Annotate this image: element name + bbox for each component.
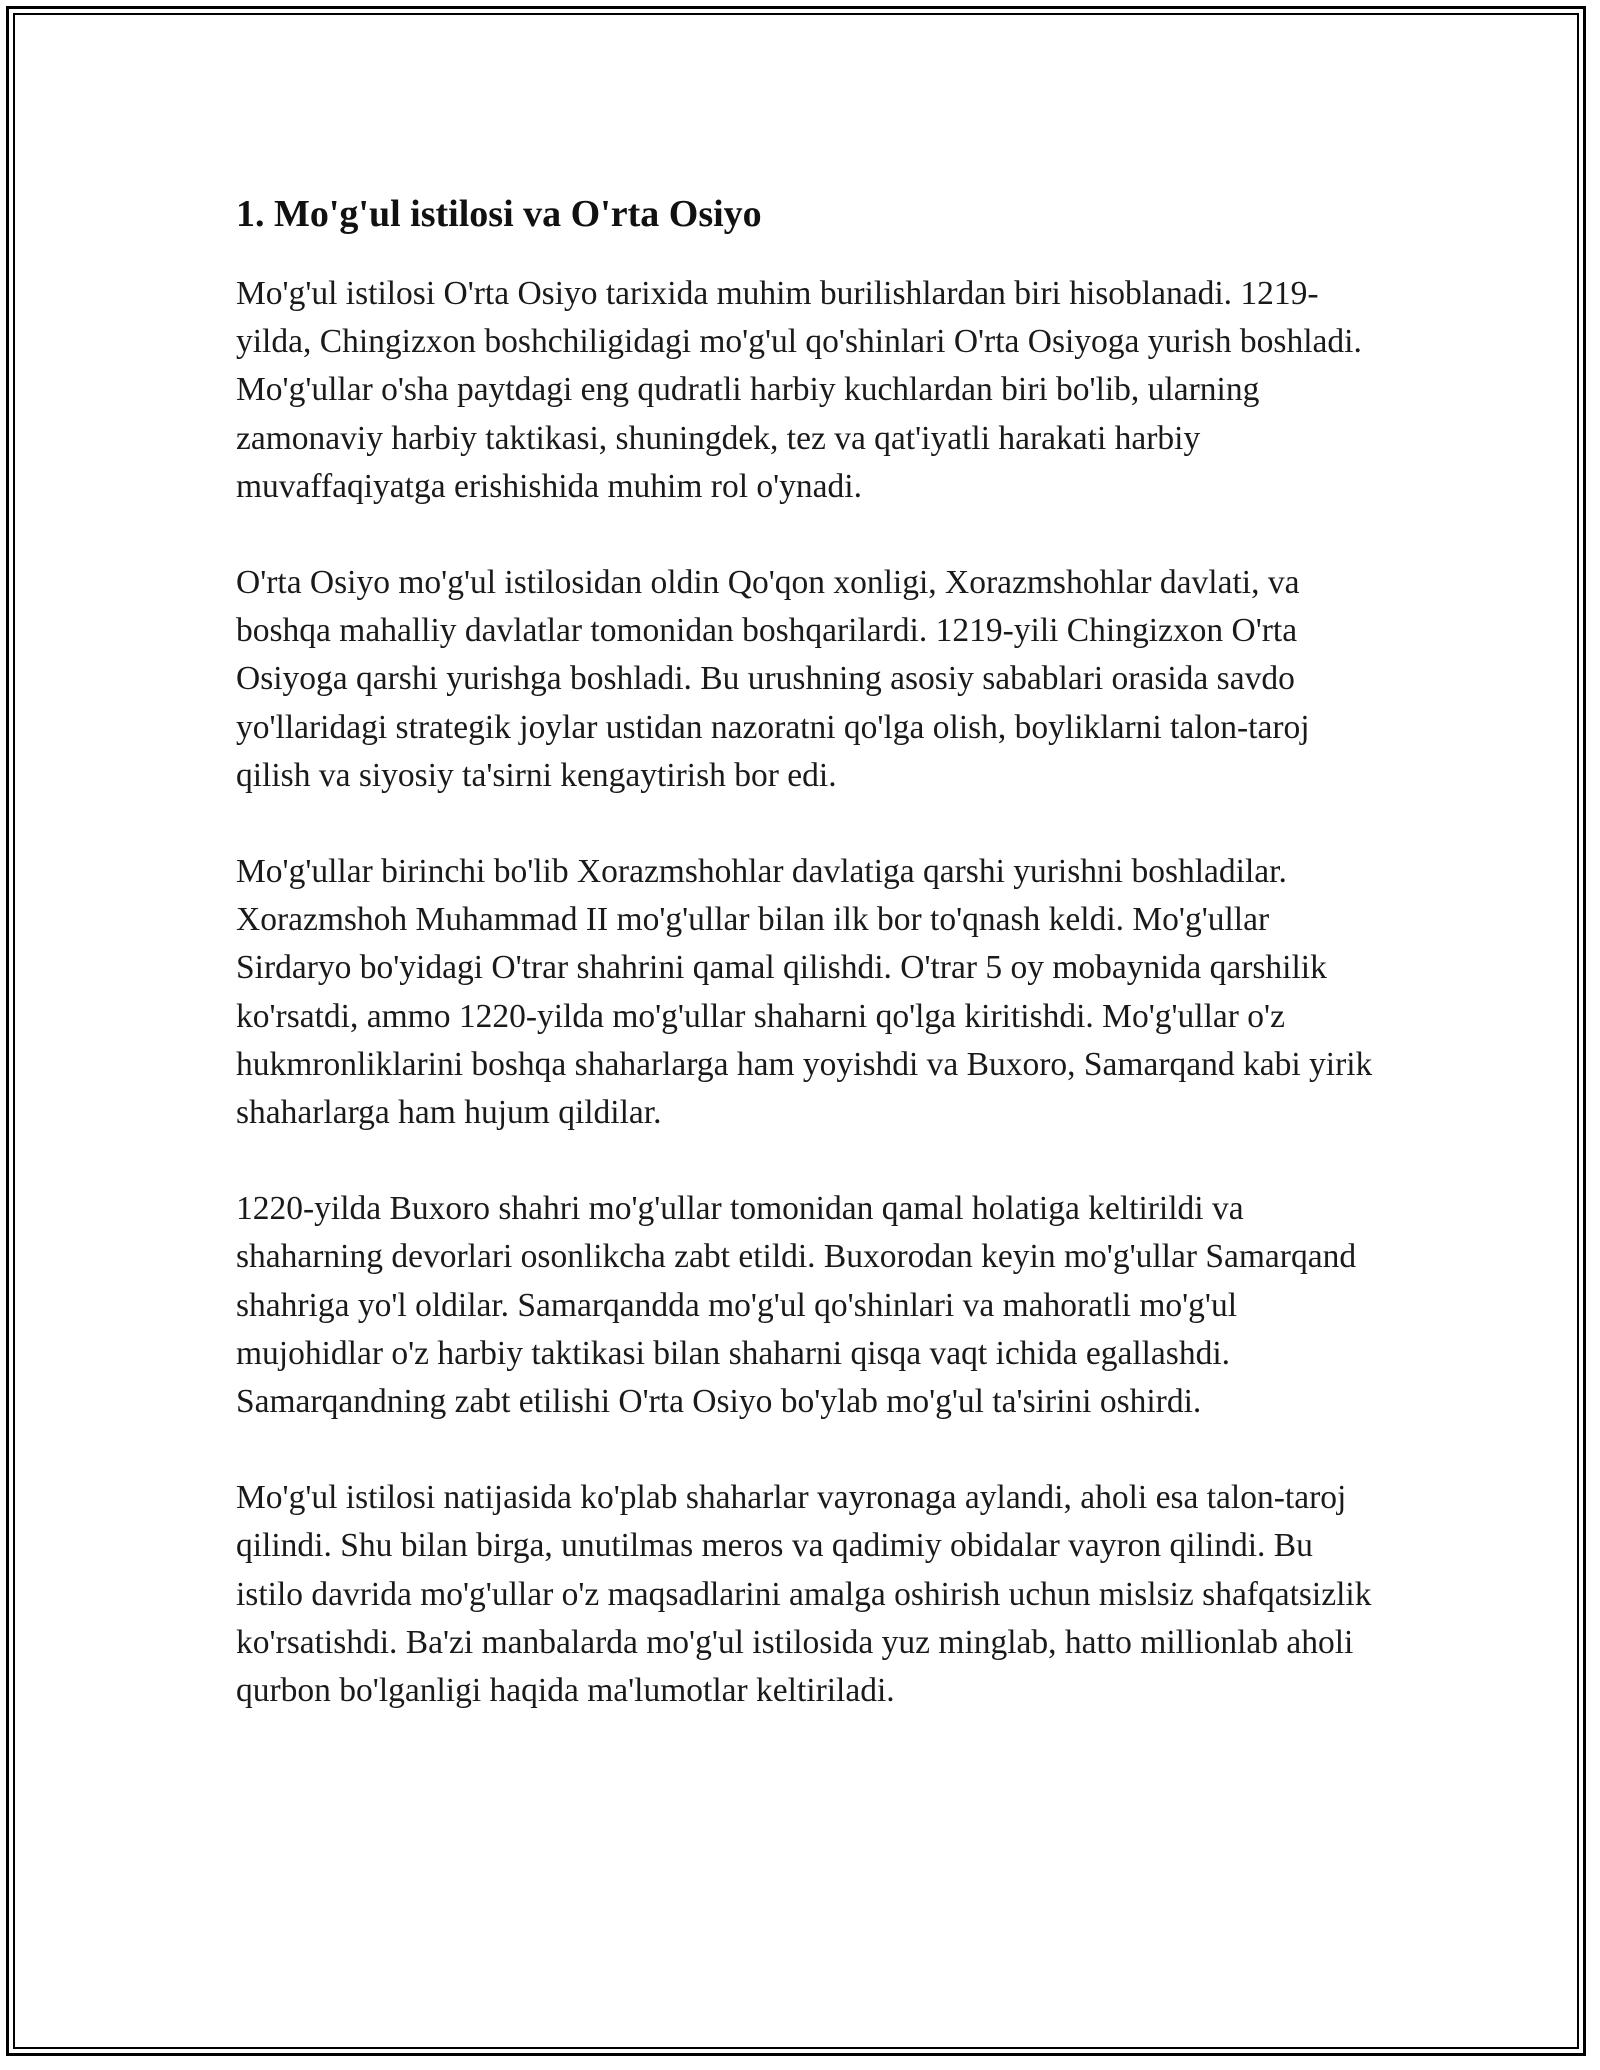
paragraph-3: Mo'g'ullar birinchi bo'lib Xorazmshohlar davlatiga qarshi yurishni boshladilar. Xorazmshoh Muhammad II mo'g'ullar bilan ilk bor to'qnash keldi. Mo'g'ullar Sirdaryo bo'yidagi O'trar shahrini qamal qilishdi. O'trar 5 oy mobaynida qarshilik ko'rsatdi, ammo 1220-yilda mo'g'ullar shaharni qo'lga kiritishdi. Mo'g'ullar o'z hukmronliklarini boshqa shaharlarga ham yoyishdi va Buxoro, Samarqand kabi yirik shaharlarga ham hujum qildilar. <box>236 853 1373 1132</box>
paragraph-1: Mo'g'ul istilosi O'rta Osiyo tarixida muhim burilishlardan biri hisoblanadi. 1219-yilda, Chingizxon boshchiligidagi mo'g'ul qo'shinlari O'rta Osiyoga yurish boshladi. Mo'g'ullar o'sha paytdagi eng qudratli harbiy kuchlardan biri bo'lib, ularning zamonaviy harbiy taktikasi, shuningdek, tez va qat'iyatli harakati harbiy muvaffaqiyatga erishishida muhim rol o'ynadi. <box>236 275 1362 505</box>
paragraph-5: Mo'g'ul istilosi natijasida ko'plab shaharlar vayronaga aylandi, aholi esa talon-taroj qilindi. Shu bilan birga, unutilmas meros va qadimiy obidalar vayron qilindi. Bu istilo davrida mo'g'ullar o'z maqsadlarini amalga oshirish uchun mislsiz shafqatsizlik ko'rsatishdi. Ba'zi manbalarda mo'g'ul istilosida yuz minglab, hatto millionlab aholi qurbon bo'lganligi haqida ma'lumotlar keltiriladi. <box>236 1479 1372 1710</box>
paragraph-2: O'rta Osiyo mo'g'ul istilosidan oldin Qo'qon xonligi, Xorazmshohlar davlati, va boshqa mahalliy davlatlar tomonidan boshqarilardi. 1219-yili Chingizxon O'rta Osiyoga qarshi yurishga boshladi. Bu urushning asosiy sabablari orasida savdo yo'llaridagi strategik joylar ustidan nazoratni qo'lga olish, boyliklarni talon-taroj qilish va siyosiy ta'sirni kengaytirish bor edi. <box>236 564 1310 794</box>
document-body <box>236 186 1376 1763</box>
paragraph-4: 1220-yilda Buxoro shahri mo'g'ullar tomonidan qamal holatiga keltirildi va shaharning devorlari osonlikcha zabt etildi. Buxorodan keyin mo'g'ullar Samarqand shahriga yo'l oldilar. Samarqandda mo'g'ul qo'shinlari va mahoratli mo'g'ul mujohidlar o'z harbiy taktikasi bilan shaharni qisqa vaqt ichida egallashdi. Samarqandning zabt etilishi O'rta Osiyo bo'ylab mo'g'ul ta'sirini oshirdi. <box>236 1190 1357 1421</box>
section-heading: 1. Mo'g'ul istilosi va O'rta Osiyo <box>236 193 762 235</box>
